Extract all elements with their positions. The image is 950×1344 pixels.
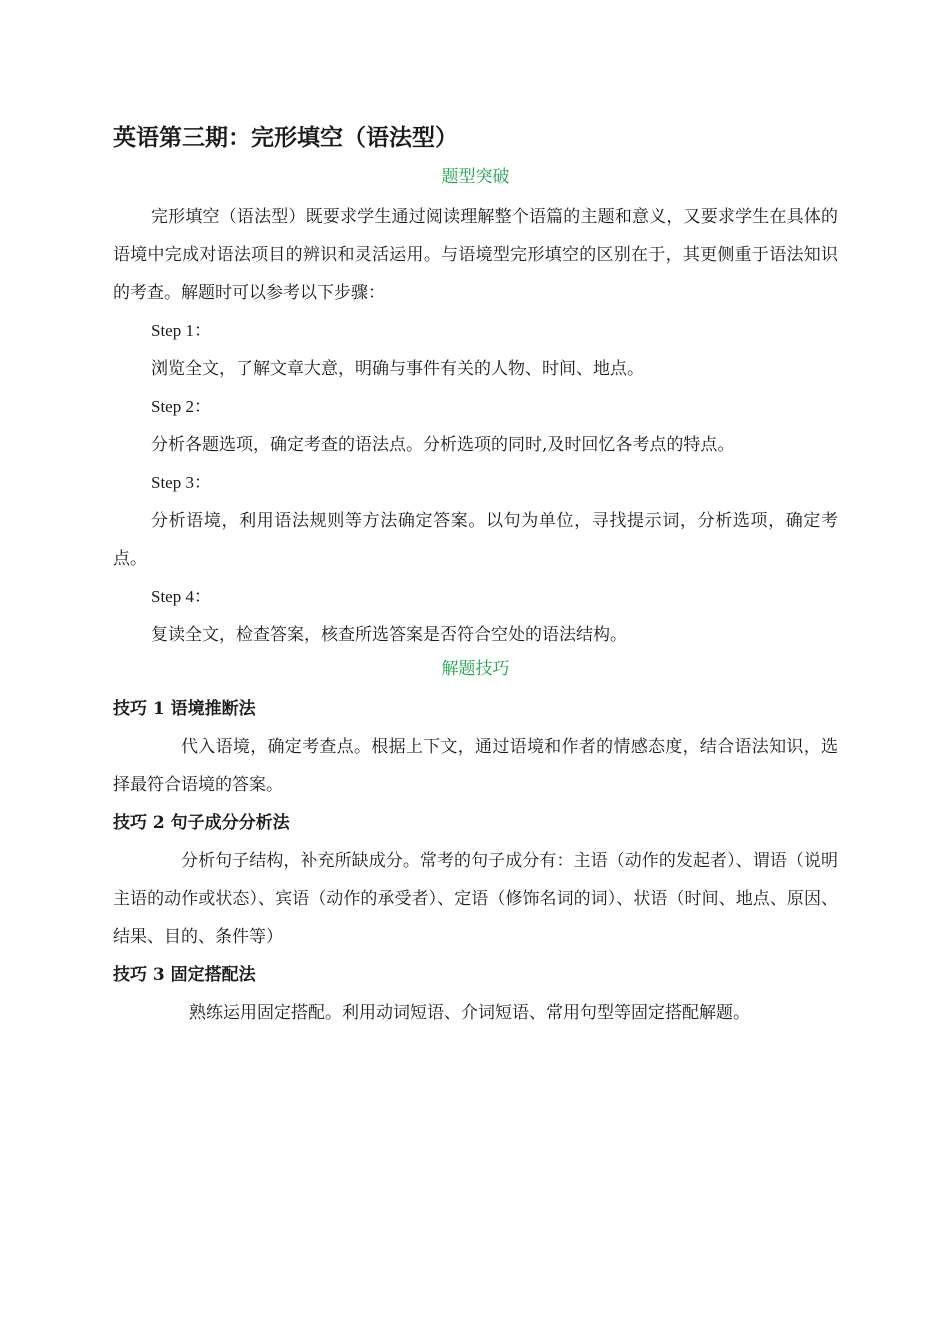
step-description: 分析语境，利用语法规则等方法确定答案。以句为单位，寻找提示词，分析选项，确定考点。 bbox=[113, 511, 838, 569]
step-label: Step 4： bbox=[151, 587, 211, 606]
step-description: 浏览全文，了解文章大意，明确与事件有关的人物、时间、地点。 bbox=[151, 359, 644, 379]
step-label: Step 3： bbox=[151, 473, 211, 492]
tip-body: 熟练运用固定搭配。利用动词短语、介词短语、常用句型等固定搭配解题。 bbox=[189, 1003, 750, 1023]
section-heading-techniques: 解题技巧 bbox=[441, 659, 510, 679]
step-label: Step 1： bbox=[151, 321, 211, 340]
tip-heading: 技巧 1 语境推断法 bbox=[113, 699, 256, 719]
intro-paragraph: 完形填空（语法型）既要求学生通过阅读理解整个语篇的主题和意义，又要求学生在具体的语境中完成对语法项目的辨识和灵活运用。与语境型完形填空的区别在于，其更侧重于语法知识的考查。解题时可以参考以下步骤： bbox=[113, 207, 838, 303]
tip-heading: 技巧 2 句子成分分析法 bbox=[113, 813, 290, 833]
section-heading-breakthrough: 题型突破 bbox=[441, 167, 510, 187]
tip-body: 分析句子结构，补充所缺成分。常考的句子成分有：主语（动作的发起者）、谓语（说明主语的动作或状态）、宾语（动作的承受者）、定语（修饰名词的词）、状语（时间、地点、原因、结果、目的、条件等） bbox=[113, 851, 838, 947]
step-description: 分析各题选项，确定考查的语法点。分析选项的同时,及时回忆各考点的特点。 bbox=[151, 435, 735, 455]
step-description: 复读全文，检查答案，核查所选答案是否符合空处的语法结构。 bbox=[151, 625, 627, 645]
tip-heading: 技巧 3 固定搭配法 bbox=[113, 965, 256, 985]
step-label: Step 2： bbox=[151, 397, 211, 416]
tip-body: 代入语境，确定考查点。根据上下文，通过语境和作者的情感态度，结合语法知识，选择最符合语境的答案。 bbox=[113, 737, 838, 795]
document-content bbox=[113, 120, 838, 1032]
page-title: 英语第三期：完形填空（语法型） bbox=[113, 124, 458, 151]
